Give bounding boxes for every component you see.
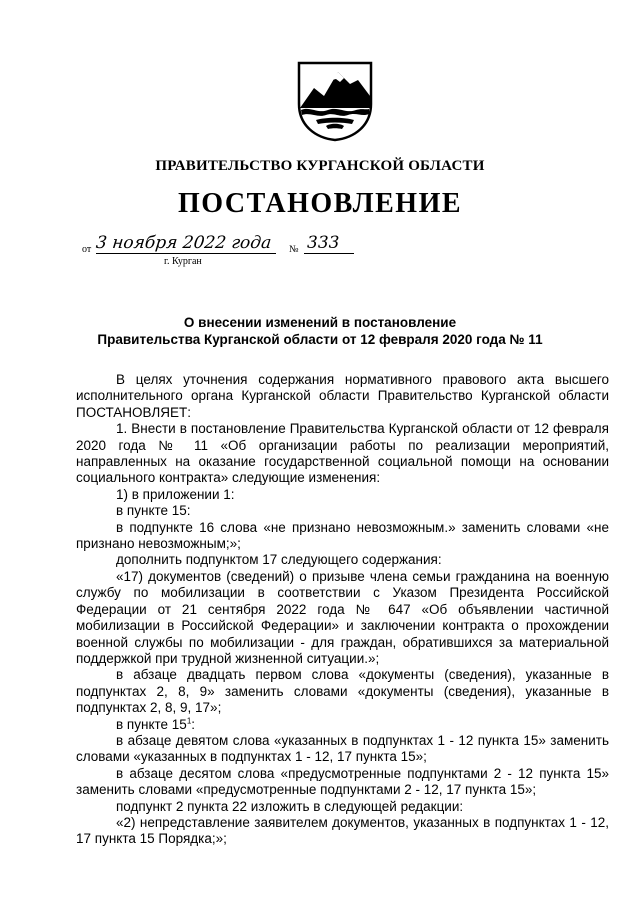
title-line-2: Правительства Курганской области от 12 февраля 2020 года № 11 [97,332,543,347]
point-15-1-text: в пункте 15 [116,716,187,732]
title-line-1: О внесении изменений в постановление [183,315,457,330]
government-name: ПРАВИТЕЛЬСТВО КУРГАНСКОЙ ОБЛАСТИ [155,158,485,174]
document-type: ПОСТАНОВЛЕНИЕ [177,188,463,219]
document-body [76,372,609,848]
coat-of-arms-icon [296,60,374,142]
document-number: 333 [307,233,340,253]
city: г. Курган [164,256,202,267]
number-label: № [289,244,299,255]
paragraph-subpoint-16: в подпункте 16 слова «не признано невозможным.» заменить словами «не признано невозможным;»; [76,519,609,552]
point-15-1-colon: : [191,716,196,732]
paragraph-point-15: в пункте 15: [116,503,191,519]
document-date: 3 ноября 2022 года [94,233,273,253]
paragraph-abzats-10: в абзаце десятом слова «предусмотренные подпунктами 2 - 12 пункта 15» заменить словами «предусмотренные подпунктами 2 - 12, 17 пункта 15»; [76,765,609,798]
paragraph-amendment-1: 1. Внести в постановление Правительства Курганской области от 12 февраля 2020 года № 11 «Об организации работы по реализации мероприятий, направленных на оказание государственной социальной помощи на основании социального контракта» следующие изменения: [76,421,609,486]
dateline [82,233,382,269]
paragraph-preamble: В целях уточнения содержания нормативного правового акта высшего исполнительного органа Курганской области Правительство Курганской области ПОСТАНОВЛЯЕТ: [76,372,609,420]
document-title [0,314,640,348]
paragraph-appendix-1: 1) в приложении 1: [116,486,235,502]
paragraph-abzats-21: в абзаце двадцать первом слова «документы (сведения), указанные в подпунктах 2, 8, 9» заменить словами «документы (сведения), указанные в подпунктах 2, 8, 9, 17»; [76,667,609,716]
number-underline [304,253,354,254]
paragraph-point-15-1 [76,717,609,733]
paragraph-abzats-9: в абзаце девятом слова «указанных в подпунктах 1 - 12 пункта 15» заменить словами «указанных в подпунктах 1 - 12, 17 пункта 15»; [76,732,609,765]
paragraph-point-22-text: «2) непредставление заявителем документов, указанных в подпунктах 1 - 12, 17 пункта 15 Порядка;»; [76,814,609,847]
paragraph-point-22: подпункт 2 пункта 22 изложить в следующей редакции: [116,798,464,814]
point-15-1-superscript: 1 [186,716,192,726]
date-prefix: от [82,244,92,255]
paragraph-subpoint-17-text: «17) документов (сведений) о призыве члена семьи гражданина на военную службу по мобилизации в соответствии с Указом Президента Российской Федерации от 21 сентября 2022 года № 647 «Об объявлении частичной мобилизации в Российской Федерации» и заключении контракта о прохождении военной службы по мобилизации - для граждан, обратившихся за материальной поддержкой при трудной жизненной ситуации.»; [76,568,609,666]
paragraph-add-subpoint-17: дополнить подпунктом 17 следующего содержания: [116,552,442,568]
date-underline [96,253,276,254]
